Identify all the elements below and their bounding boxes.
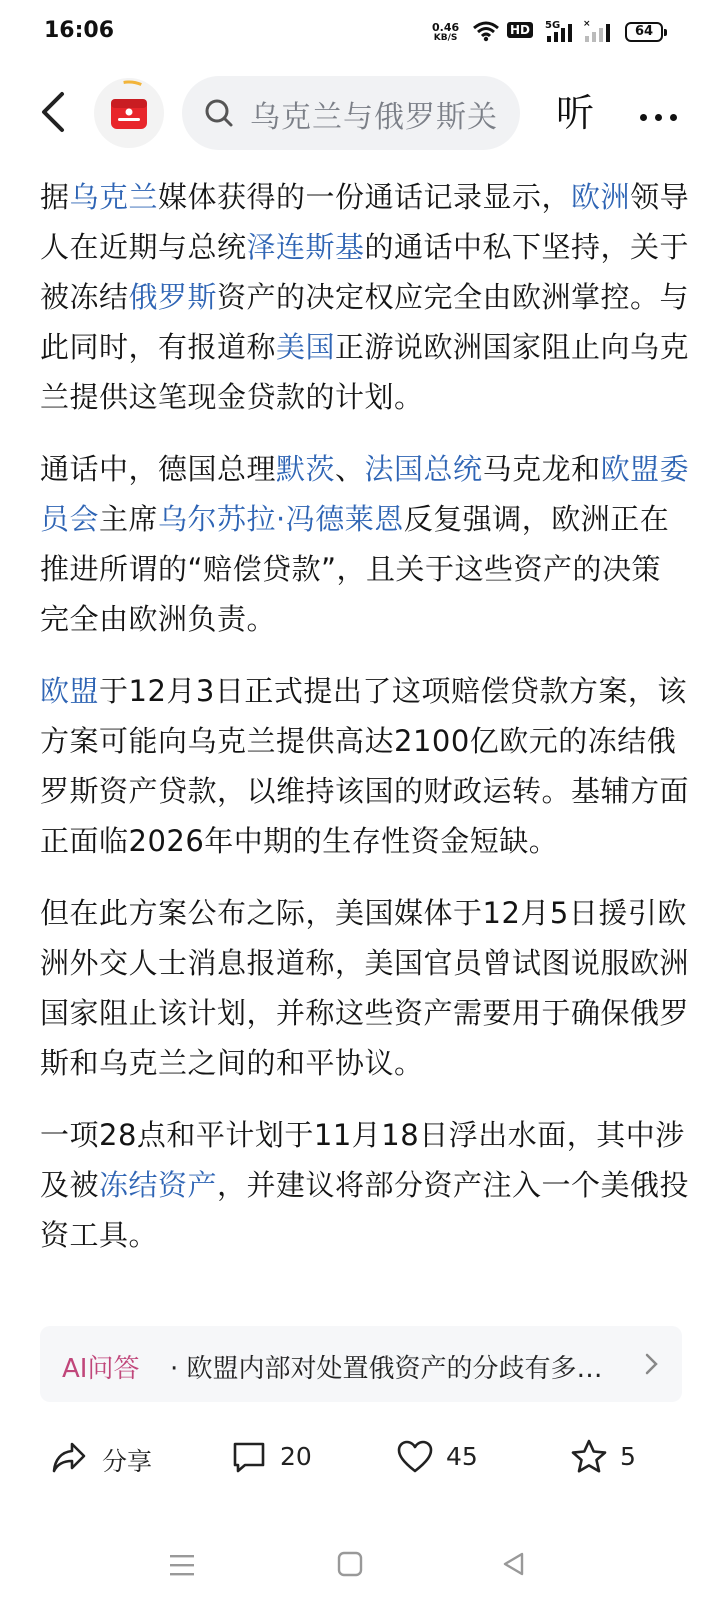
- article-body: [40, 172, 690, 1282]
- paragraph-text: 的通话中私下坚持，关于被冻结: [40, 230, 690, 314]
- entity-link[interactable]: 法国总统: [364, 452, 483, 486]
- paragraph-text: 领导人在近期与总统: [40, 180, 690, 264]
- entity-link[interactable]: 欧洲: [571, 180, 631, 214]
- svg-text:×: ×: [583, 19, 591, 29]
- net-speed-unit: KB/S: [433, 33, 458, 43]
- entity-link[interactable]: 乌克兰: [69, 180, 159, 214]
- search-icon: [204, 98, 234, 128]
- wifi-icon: [472, 20, 500, 42]
- article-paragraph: [40, 444, 690, 644]
- app-logo[interactable]: [94, 78, 164, 148]
- chevron-right-icon: [644, 1352, 660, 1376]
- paragraph-text: 主席: [99, 502, 159, 536]
- share-button[interactable]: [50, 1438, 160, 1478]
- paragraph-text: 反复强调，欧洲正在推进所谓的“赔偿贷款”，且关于这些资产的决策完全由欧洲负责。: [40, 502, 670, 636]
- paragraph-text: 于12月3日正式提出了这项赔偿贷款方案，该方案可能向乌克兰提供高达2100亿欧元的冻结俄罗斯资产贷款，以维持该国的财政运转。基辅方面正面临2026年中期的生存性资金短缺。: [40, 674, 690, 858]
- signal-5g-icon: [545, 18, 575, 44]
- signal-icon: [583, 18, 613, 44]
- net-speed-value: 0.46: [432, 21, 460, 34]
- search-bar[interactable]: [182, 76, 520, 150]
- ai-qa-separator: ·: [170, 1354, 187, 1384]
- net-speed: [432, 22, 459, 44]
- star-icon: [570, 1438, 608, 1476]
- like-button[interactable]: [396, 1438, 486, 1478]
- article-paragraph: [40, 1110, 690, 1260]
- system-nav-bar: [0, 1540, 720, 1612]
- entity-link[interactable]: 美国: [276, 330, 336, 364]
- back-icon[interactable]: [34, 88, 74, 136]
- svg-text:5G: 5G: [545, 20, 561, 31]
- paragraph-text: 一项28点和平计划于11月18日浮出水面，其中涉及被: [40, 1118, 685, 1202]
- paragraph-text: 但在此方案公布之际，美国媒体于12月5日援引欧洲外交人士消息报道称，美国官员曾试图说服欧洲国家阻止该计划，并称这些资产需要用于确保俄罗斯和乌克兰之间的和平协议。: [40, 896, 690, 1080]
- home-icon[interactable]: [336, 1550, 364, 1578]
- favorite-count: 5: [620, 1442, 636, 1471]
- status-time: 16:06: [44, 18, 115, 43]
- article-paragraph: [40, 172, 690, 422]
- paragraph-text: 据: [40, 180, 70, 214]
- entity-link[interactable]: 泽连斯基: [246, 230, 365, 264]
- paragraph-text: 、: [335, 452, 365, 486]
- app-logo-icon: [94, 78, 164, 148]
- paragraph-text: 正游说欧洲国家阻止向乌克兰提供这笔现金贷款的计划。: [40, 330, 690, 414]
- paragraph-text: 通话中，德国总理: [40, 452, 277, 486]
- entity-link[interactable]: 默茨: [276, 452, 336, 486]
- article-paragraph: [40, 888, 690, 1088]
- paragraph-text: 媒体获得的一份通话记录显示，: [158, 180, 572, 214]
- top-nav: [0, 66, 720, 160]
- paragraph-text: ，并建议将部分资产注入一个美俄投资工具。: [40, 1168, 690, 1252]
- entity-link[interactable]: 冻结资产: [99, 1168, 218, 1202]
- ai-qa-label: AI问答: [62, 1354, 140, 1384]
- status-bar: [0, 0, 720, 66]
- comment-count: 20: [280, 1442, 312, 1471]
- heart-icon: [396, 1438, 434, 1476]
- entity-link[interactable]: 乌尔苏拉·冯德莱恩: [158, 502, 404, 536]
- article-paragraph: [40, 666, 690, 866]
- more-options-icon[interactable]: [640, 106, 685, 125]
- favorite-button[interactable]: [570, 1438, 650, 1478]
- ai-qa-card[interactable]: [40, 1326, 682, 1402]
- comment-icon: [230, 1438, 268, 1476]
- listen-button[interactable]: 听: [556, 91, 595, 135]
- share-icon: [50, 1438, 88, 1476]
- entity-link[interactable]: 欧盟委员会: [40, 452, 690, 536]
- share-label: 分享: [102, 1447, 153, 1476]
- action-bar: [0, 1420, 720, 1494]
- hd-badge: HD: [507, 22, 533, 38]
- ai-qa-question: [170, 1348, 603, 1385]
- entity-link[interactable]: 欧盟: [40, 674, 100, 708]
- like-count: 45: [446, 1442, 478, 1471]
- paragraph-text: 马克龙和: [482, 452, 601, 486]
- entity-link[interactable]: 俄罗斯: [128, 280, 218, 314]
- comment-button[interactable]: [230, 1438, 320, 1478]
- battery-indicator: 64: [625, 22, 663, 42]
- search-placeholder: 乌克兰与俄罗斯关: [250, 100, 498, 135]
- paragraph-text: 资产的决定权应完全由欧洲掌控。与此同时，有报道称: [40, 280, 690, 364]
- system-back-icon[interactable]: [500, 1550, 528, 1578]
- menu-icon[interactable]: [168, 1552, 196, 1578]
- ai-qa-question-text: 欧盟内部对处置俄资产的分歧有多…: [186, 1354, 603, 1384]
